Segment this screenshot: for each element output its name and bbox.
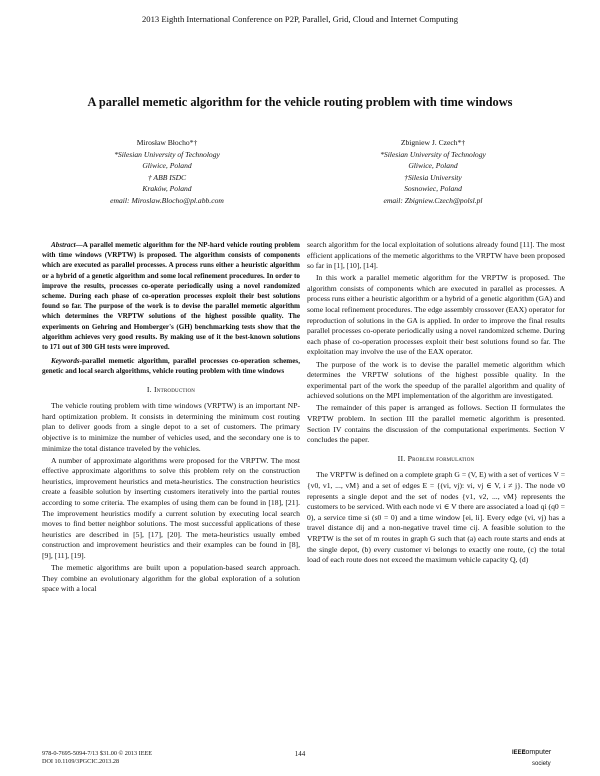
page-number: 144: [294, 750, 306, 758]
keywords-text: parallel memetic algorithm, parallel processes co-operation schemes, genetic and local search algorithms, vehicle routing problem with time windows: [42, 357, 300, 376]
right-column: [307, 240, 565, 566]
paragraph: The memetic algorithms are built upon a population-based search approach. They combine an evolutionary algorithm for the global exploration of a solution space with a local: [42, 563, 300, 594]
footer-doi: DOI 10.1109/3PGCIC.2013.28: [42, 758, 120, 766]
abstract-label: Abstract—: [51, 241, 83, 249]
paragraph: A number of approximate algorithms were proposed for the VRPTW. The most effective approximate algorithms to solve this problem rely on the construction heuristics, improvement heuristics and meta-heuristics. The construction heuristics create a feasible solution by inserting customers iteratively into the partial routes according to some criteria. The examples of using them can be found in [18], [21]. The improvement heuristics modify a current solution by executing local search moves to find better neighbor solutions. The most successful applications of these heuristics are described in [5], [17], [20]. The meta-heuristics usually embed construction and improvement heuristics and their examples can be found in [8], [9], [11], [19].: [42, 455, 300, 561]
paragraph: The VRPTW is defined on a complete graph G = (V, E) with a set of vertices V = {v0, v1, ..., vM} and a set of edges E = {(vi, vj): vi, vj ∈ V, i ≠ j}. The node v0 represents a single depot and the set of nodes {v1, v2, ..., vM} represents the customers to be serviced. With each node vi ∈ V there are associated a load qi (q0 = 0), a service time si (s0 = 0) and a time window [ei, li]. Every edge (vi, vj) has a travel distance dij and a non-negative travel time cij. A feasible solution to the VRPTW is the set of m routes in graph G such that (a) each route starts and ends at the single depot, (b) every customer vi belongs to exactly one route, (c) the total load of each route does not exceed the maximum vehicle capacity Q, (d): [307, 470, 565, 565]
author-name: Mirosław Błocho*†: [136, 138, 198, 147]
keywords-label: Keywords-: [51, 357, 82, 366]
section-heading-problem-formulation: II. Problem formulation: [397, 453, 475, 463]
author-location: Gliwice, Poland: [142, 161, 192, 171]
author-name: Zbigniew J. Czech*†: [400, 138, 466, 147]
author-block-2: [308, 137, 558, 207]
author-location: Kraków, Poland: [142, 184, 192, 194]
abstract: [42, 240, 300, 352]
author-affiliation: *Silesian University of Technology: [114, 149, 220, 159]
paragraph: The remainder of this paper is arranged as follows. Section II formulates the VRPTW problem. In section III the parallel memetic algorithm is presented. Section IV contains the discussion of the computational experiments. Section V concludes the paper.: [307, 403, 565, 445]
paragraph: search algorithm for the local exploitation of solutions already found [11]. The most efficient applications of the memetic algorithms to the VRPTW have been proposed so far in [1], [10], [14].: [307, 240, 565, 271]
author-email: email: Zbigniew.Czech@polsl.pl: [383, 195, 483, 205]
abstract-text: A parallel memetic algorithm for the NP-hard vehicle routing problem with time windows (VRPTW) is proposed. The algorithm consists of components which are executed as parallel processes. A process runs either a heuristic algorithm or a hybrid of a genetic algorithm and some local refinement procedures. In order to improve the results, processes co-operate periodically using a novel randomized scheme. During each phase of co-operation processes exploit their best solutions found so far. The purpose of the work is to devise the parallel memetic algorithm which determines the VRPTW solutions of the highest possible quality. The experiments on Gehring and Homberger's (GH) benchmarking tests show that the algorithm achieves very good results. By making use of it the best-known solutions to 171 out of 300 GH tests were improved.: [42, 241, 300, 352]
paper-title: A parallel memetic algorithm for the vehicle routing problem with time windows: [87, 95, 513, 109]
logo-ieee-text: IEEE: [512, 750, 526, 756]
left-column: [42, 240, 300, 595]
paragraph: The purpose of the work is to devise the parallel memetic algorithm which determines the VRPTW solutions of the highest possible quality. In the experimental part of the work the speedup of the parallel algorithm and quality of achieved solutions on the MPI implementation of the algorithm are investigated.: [307, 359, 565, 401]
paragraph: The vehicle routing problem with time windows (VRPTW) is an important NP-hard optimization problem. It consists in determining the minimum cost routing plan to deliver goods from a single depot to a set of customers. The primary objective is to minimize the number of vehicles used, and the secondary one is to minimize the total distance traveled by the vehicles.: [42, 401, 300, 453]
conference-header: 2013 Eighth International Conference on P2P, Parallel, Grid, Cloud and Internet Computing: [141, 14, 458, 24]
author-affiliation: †Silesia University: [404, 172, 462, 182]
author-email: email: Miroslaw.Blocho@pl.abb.com: [110, 195, 224, 205]
paragraph: In this work a parallel memetic algorithm for the VRPTW is proposed. The algorithm consists of components which are executed in parallel as processes. A process runs either a heuristic algorithm or a hybrid of a genetic algorithm (GA) and some local refinement procedures. The edge assembly crossover (EAX) operator for reproduction of solutions in the GA is applied. In order to improve the final results parallel processes co-operate periodically using a novel randomized scheme. During each phase of co-operation processes exploit their best solutions found so far. The exploitation may involve the use of the EAX operator.: [307, 273, 566, 357]
section-heading-introduction: I. Introduction: [146, 384, 196, 394]
logo-computer-text: computer: [522, 749, 552, 756]
footer-isbn: 978-0-7695-5094-7/13 $31.00 © 2013 IEEE: [42, 750, 153, 757]
keywords: [42, 356, 300, 376]
computer-society-logo: [512, 747, 572, 769]
author-affiliation: *Silesian University of Technology: [380, 149, 486, 159]
author-affiliation: † ABB ISDC: [147, 172, 187, 182]
logo-society-text: society: [532, 761, 551, 767]
author-block-1: [42, 137, 292, 207]
author-location: Gliwice, Poland: [408, 161, 458, 171]
author-location: Sosnowiec, Poland: [404, 184, 462, 194]
